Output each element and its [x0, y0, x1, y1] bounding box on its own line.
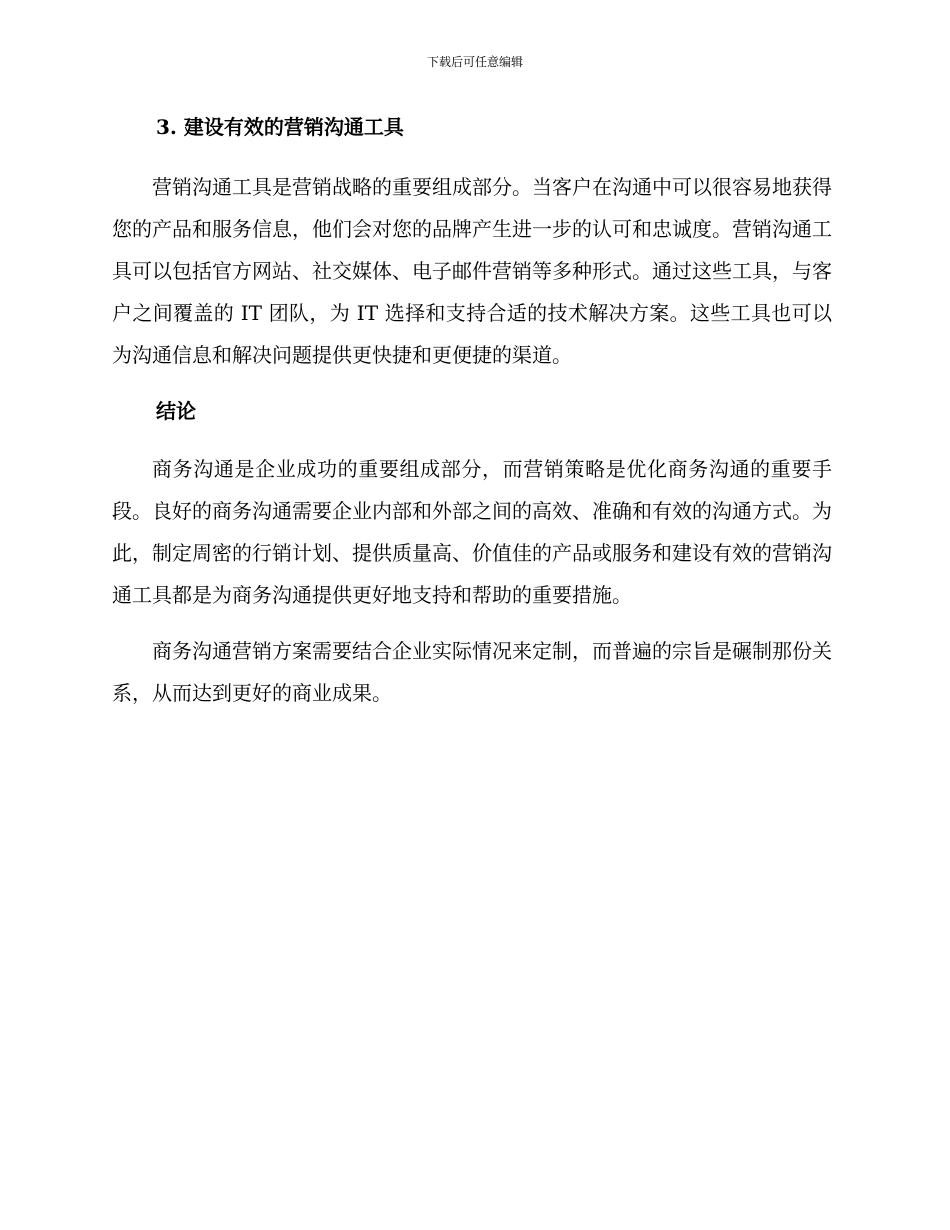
paragraph-conclusion-2: 商务沟通营销方案需要结合企业实际情况来定制，而普遍的宗旨是碾制那份关系，从而达到更好的商业成果。 [112, 639, 832, 705]
document-body [112, 112, 832, 714]
header-note: 下载后可任意编辑 [426, 55, 523, 69]
paragraph-marketing-tools: 营销沟通工具是营销战略的重要组成部分。当客户在沟通中可以很容易地获得您的产品和服务信息，他们会对您的品牌产生进一步的认可和忠诚度。营销沟通工具可以包括官方网站、社交媒体、电子邮件营销等多种形式。通过这些工具，与客户之间覆盖的 IT 团队，为 IT 选择和支持合适的技术解决方案。这些工具也可以为沟通信息和解决问题提供更快捷和更便捷的渠道。 [112, 175, 832, 367]
paragraph-conclusion-1: 商务沟通是企业成功的重要组成部分，而营销策略是优化商务沟通的重要手段。良好的商务沟通需要企业内部和外部之间的高效、准确和有效的沟通方式。为此，制定周密的行销计划、提供质量高、价值佳的产品或服务和建设有效的营销沟通工具都是为商务沟通提供更好地支持和帮助的重要措施。 [112, 457, 832, 607]
section-heading-marketing-tools: 3. 建设有效的营销沟通工具 [156, 115, 404, 139]
section-heading-conclusion: 结论 [156, 399, 196, 423]
